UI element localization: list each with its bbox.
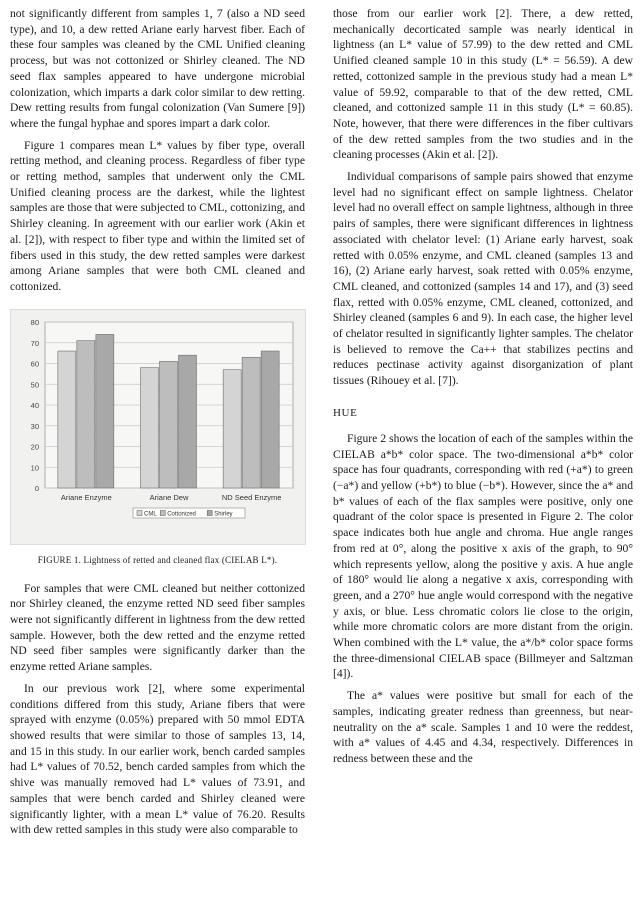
legend-swatch [207, 510, 212, 515]
legend-swatch [160, 510, 165, 515]
bar-cml [58, 351, 76, 488]
right-column [333, 6, 633, 773]
y-tick-label: 10 [30, 462, 39, 472]
y-tick-label: 20 [30, 442, 39, 452]
x-tick-label: ND Seed Enzyme [221, 492, 282, 502]
section-heading: HUE [333, 406, 358, 419]
paragraph: In our previous work [2], where some experimental conditions differed from this study, Ariane fibers that were sprayed with enzyme (0.05%) prepared with 50 mmol EDTA showed results that were similar to those of samples 13, 14, and 15 in this study. In our earlier work, bench carded samples had L* values of 70.52, bench carded samples from which the shive was manually removed had L* values of 73.91, and samples that were bench carded and Shirley cleaned were significantly lighter, with a mean L* value of 76.20. Results with dew retted samples in this study were also comparable to [10, 681, 305, 837]
bar-chart [11, 310, 305, 544]
y-tick-label: 30 [30, 421, 39, 431]
bar-cottonized [242, 357, 260, 488]
paragraph: For samples that were CML cleaned but neither cottonized nor Shirley cleaned, the enzyme retted ND seed fiber samples were not significantly different in lightness from the dew retted sample. However, both the dew retted and the enzyme retted ND seed fiber samples were significantly darker than the enzyme retted Ariane samples. [10, 581, 305, 674]
bar-cottonized [77, 340, 95, 487]
bar-cml [223, 369, 241, 487]
y-tick-label: 70 [30, 338, 39, 348]
y-tick-label: 60 [30, 359, 39, 369]
bar-shirley [179, 355, 197, 488]
y-tick-label: 40 [30, 400, 39, 410]
bar-shirley [96, 334, 114, 488]
legend-entry: Cottonized [167, 511, 196, 518]
y-tick-label: 80 [30, 317, 39, 327]
bar-cottonized [160, 361, 178, 488]
paragraph: The a* values were positive but small for each of the samples, indicating greater redness than greenness, but near-neutrality on the a* scale. Samples 1 and 10 were the reddest, with a* values of 4.45 and 4.34, respectively. Differences in redness between these and the [333, 689, 633, 765]
paragraph: Figure 1 compares mean L* values by fiber type, overall retting method, and cleaning process. Regardless of fiber type or retting method, samples that underwent only the CML Unified cleaning process are the darkest, while the lightest samples are those that were subjected to CML, cottonizing, and Shirley cleaning. In agreement with our earlier work (Akin et al. [2]), with respect to fiber type and within the limited set of fibers used in this study, the dew retted samples were darkest among Ariane samples that were both CML cleaned and cottonized. [10, 138, 305, 293]
x-tick-label: Ariane Dew [149, 492, 189, 502]
y-tick-label: 0 [34, 483, 39, 493]
figure-caption: FIGURE 1. Lightness of retted and cleaned flax (CIELAB L*). [37, 554, 278, 565]
paragraph: Individual comparisons of sample pairs showed that enzyme level had no significant effect on sample lightness. Chelator level had no overall effect on sample lightness, although in three pairs of samples, there were significant differences in lightness associated with chelator level: (1) Ariane early harvest, soak retted with 0.05% enzyme, and CML cleaned (samples 13 and 16), (2) Ariane early harvest, soak retted with 0.05% enzyme, CML cleaned, and cottonized (samples 14 and 17), and (3) seed flax, retted with 0.05% enzyme, CML cleaned, cottonized, and Shirley cleaned (samples 6 and 9). In each case, the higher level of chelator resulted in significantly lighter samples. The chelator is believed to remove the Ca++ that stabilizes pectins and reduces pectinase activity against disorganization of plant tissues (Rihouey et al. [7]). [333, 170, 633, 388]
legend-entry: Shirley [214, 511, 233, 518]
figure-1 [10, 309, 306, 545]
paragraph: those from our earlier work [2]. There, a dew retted, mechanically decorticated sample was nearly identical in lightness (an L* value of 57.99) to the dew retted and CML Unified cleaned sample 10 in this study (L* = 56.59). A dew retted, cottonized sample in the previous study had a mean L* value of 59.92, comparable to that of the dew retted, CML cleaned, and cottonized sample 11 in this study (L* = 60.85). Note, however, that there were differences in the fiber cultivars of the dew retted samples from the two studies and in the cleaning processes (Akin et al. [2]). [333, 7, 633, 162]
bar-cml [141, 367, 159, 487]
x-tick-label: Ariane Enzyme [60, 492, 112, 502]
paragraph: Figure 2 shows the location of each of the samples within the CIELAB a*b* color space. The two-dimensional a*b* color space has four quadrants, corresponding with red (+a*) to green (−a*) and yellow (+b*) to blue (−b*). However, since the a* and b* values of each of the flax samples were positive, only one quadrant of the color space is presented in Figure 2. The color space indicates both hue angle and chroma. Hue angle ranges from red at 0°, along the positive x axis of the graph, to 90° which represents yellow, along the positive y axis. A hue angle of 180° would lie along a negative x axis, corresponding with green, and a 270° hue angle would correspond with the negative y axis, or blue. Less chromatic colors lie close to the origin, while more chromatic colors are more distant from the origin. When combined with the L* value, the a*/b* color space forms the three-dimensional CIELAB space (Billmeyer and Saltzman [4]). [333, 431, 633, 681]
legend-entry: CML [144, 511, 157, 518]
left-column [10, 6, 305, 844]
y-tick-label: 50 [30, 379, 39, 389]
bar-shirley [261, 351, 279, 488]
paragraph: not significantly different from samples 1, 7 (also a ND seed type), and 10, a dew retted Ariane early harvest fiber. Each of these four samples was cleaned by the CML Unified cleaning process, but was not cottonized or Shirley cleaned. The ND seed flax samples appeared to have undergone microbial colonization, which imparts a dark color similar to dew retting. Dew retting results from fungal colonization (Van Sumere [9]) where the fungal hyphae and spores impart a dark color. [10, 7, 305, 130]
legend-swatch [137, 510, 142, 515]
